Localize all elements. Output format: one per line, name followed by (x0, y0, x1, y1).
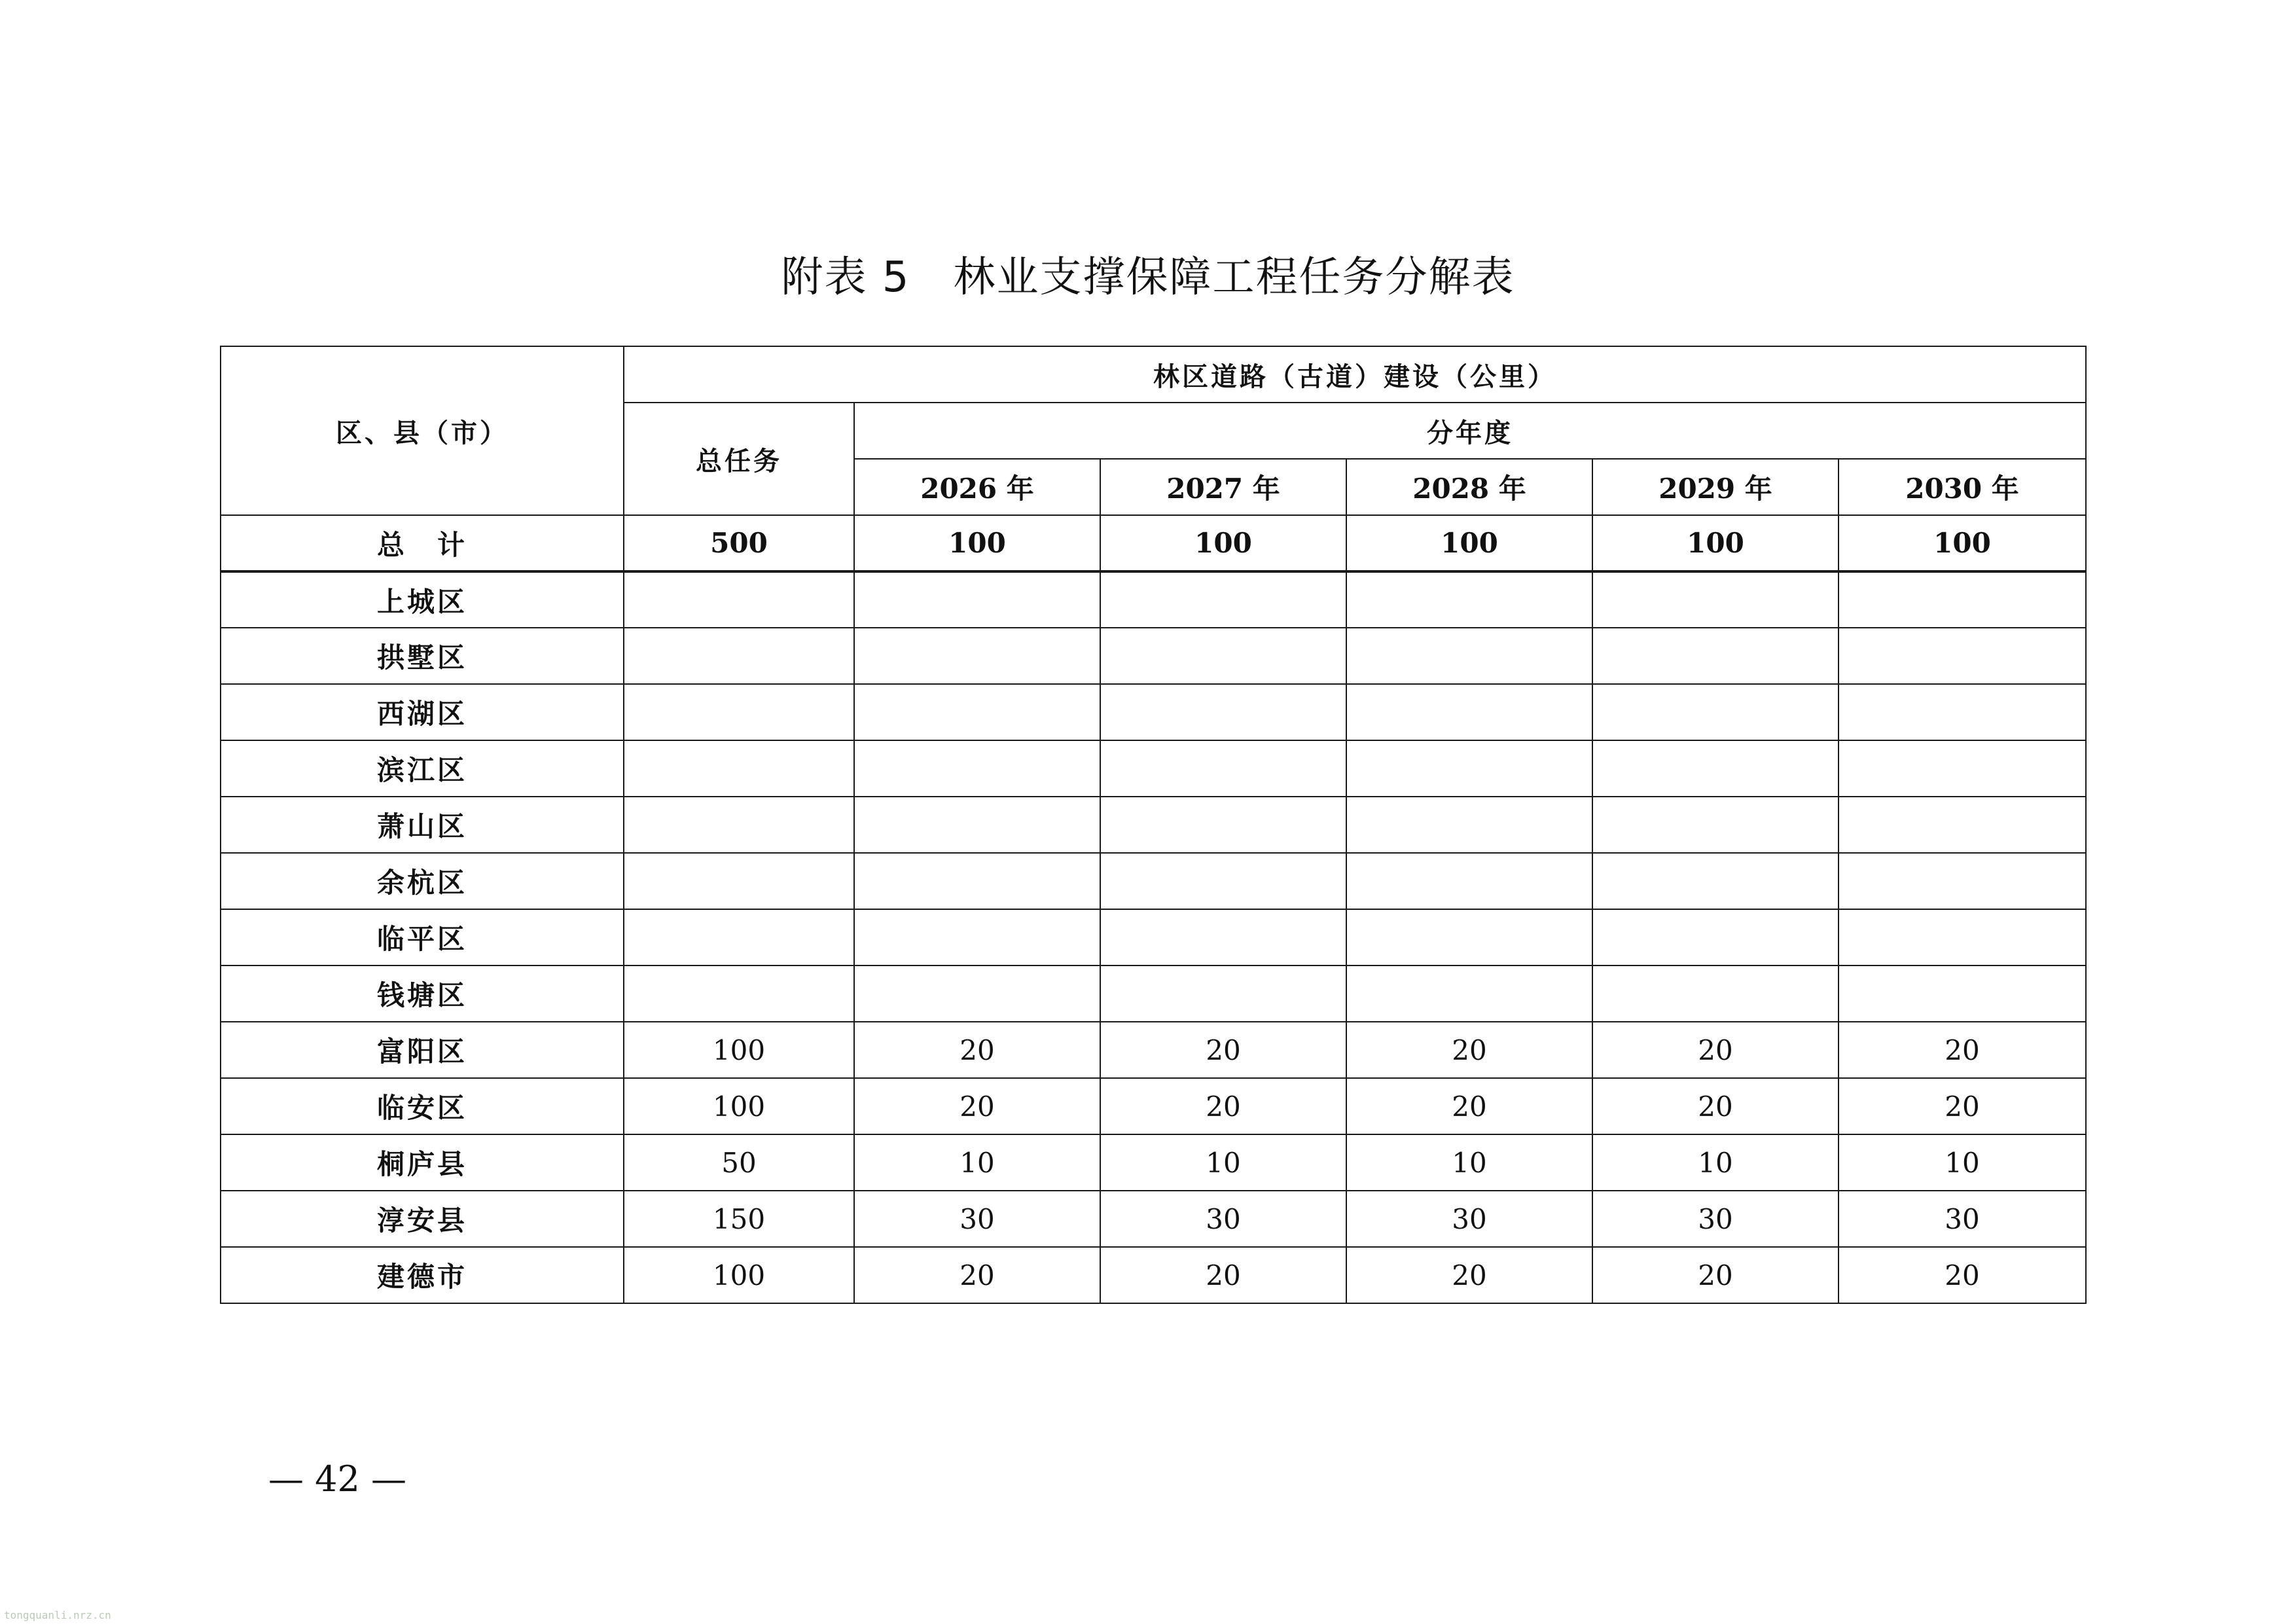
year-value-cell: 30 (1839, 1191, 2086, 1247)
year-value-cell (1346, 853, 1592, 909)
total-task-cell (624, 571, 854, 628)
header-group: 林区道路（古道）建设（公里） (624, 346, 2086, 403)
year-value-cell (1100, 909, 1346, 965)
year-value-cell: 10 (1592, 1134, 1839, 1191)
year-value-cell (1346, 797, 1592, 853)
year-value-cell (1100, 740, 1346, 797)
table-row (221, 965, 2086, 1022)
year-value-cell (1592, 965, 1839, 1022)
header-by-year: 分年度 (854, 403, 2086, 459)
header-year: 2026 年 (854, 459, 1100, 515)
year-value-cell (1100, 797, 1346, 853)
year-value-cell: 20 (1839, 1022, 2086, 1078)
year-value-cell (1839, 628, 2086, 684)
total-label: 总 计 (221, 515, 624, 571)
year-value-cell: 20 (1346, 1078, 1592, 1134)
year-value-cell: 30 (1346, 1191, 1592, 1247)
year-value-cell (1346, 965, 1592, 1022)
district-name: 临平区 (221, 909, 624, 965)
district-name: 西湖区 (221, 684, 624, 740)
year-value-cell (1100, 628, 1346, 684)
year-value-cell (854, 853, 1100, 909)
header-total-task: 总任务 (624, 403, 854, 515)
year-value-cell (1839, 909, 2086, 965)
year-value-cell (854, 965, 1100, 1022)
year-value-cell: 20 (1839, 1078, 2086, 1134)
year-value-cell (1346, 684, 1592, 740)
year-value-cell: 20 (1346, 1247, 1592, 1303)
year-value-cell (1592, 628, 1839, 684)
year-value-cell: 10 (1839, 1134, 2086, 1191)
task-breakdown-table (220, 346, 2087, 1304)
year-value-cell (1592, 909, 1839, 965)
total-task-cell (624, 684, 854, 740)
total-task-cell (624, 853, 854, 909)
page-title: 附表 5 林业支撑保障工程任务分解表 (781, 253, 1515, 302)
total-task-cell (624, 797, 854, 853)
district-name: 富阳区 (221, 1022, 624, 1078)
district-name: 淳安县 (221, 1191, 624, 1247)
table-row (221, 1022, 2086, 1078)
header-year: 2027 年 (1100, 459, 1346, 515)
total-cell: 100 (1346, 515, 1592, 571)
year-value-cell (1346, 628, 1592, 684)
table-row (221, 1191, 2086, 1247)
year-value-cell (1592, 797, 1839, 853)
district-name: 萧山区 (221, 797, 624, 853)
table-row (221, 1134, 2086, 1191)
year-value-cell: 20 (1592, 1078, 1839, 1134)
total-cell: 500 (624, 515, 854, 571)
year-value-cell (1839, 965, 2086, 1022)
year-value-cell (1592, 740, 1839, 797)
year-value-cell (1592, 684, 1839, 740)
year-value-cell: 20 (1592, 1247, 1839, 1303)
table-row (221, 571, 2086, 628)
year-value-cell: 30 (1592, 1191, 1839, 1247)
year-value-cell: 20 (1100, 1247, 1346, 1303)
table-row (221, 853, 2086, 909)
year-value-cell: 20 (1592, 1022, 1839, 1078)
year-value-cell (1839, 853, 2086, 909)
total-task-cell: 50 (624, 1134, 854, 1191)
header-year: 2029 年 (1592, 459, 1839, 515)
year-value-cell: 20 (854, 1078, 1100, 1134)
year-value-cell: 30 (1100, 1191, 1346, 1247)
total-row (221, 515, 2086, 571)
year-value-cell: 30 (854, 1191, 1100, 1247)
district-name: 上城区 (221, 571, 624, 628)
table-row (221, 684, 2086, 740)
year-value-cell: 20 (1100, 1078, 1346, 1134)
district-name: 滨江区 (221, 740, 624, 797)
header-year: 2030 年 (1839, 459, 2086, 515)
year-value-cell (854, 628, 1100, 684)
table-row (221, 1247, 2086, 1303)
year-value-cell: 10 (1100, 1134, 1346, 1191)
table-row (221, 1078, 2086, 1134)
table-row (221, 628, 2086, 684)
page-number: — 42 — (268, 1458, 407, 1500)
year-value-cell: 20 (854, 1022, 1100, 1078)
table-row (221, 909, 2086, 965)
year-value-cell (1100, 684, 1346, 740)
year-value-cell (854, 909, 1100, 965)
header-year: 2028 年 (1346, 459, 1592, 515)
total-cell: 100 (854, 515, 1100, 571)
year-value-cell (854, 571, 1100, 628)
year-value-cell: 20 (1346, 1022, 1592, 1078)
year-value-cell: 10 (1346, 1134, 1592, 1191)
total-cell: 100 (1100, 515, 1346, 571)
header-row-1 (221, 346, 2086, 403)
year-value-cell (1839, 740, 2086, 797)
district-name: 拱墅区 (221, 628, 624, 684)
total-task-cell (624, 965, 854, 1022)
total-task-cell: 100 (624, 1078, 854, 1134)
district-name: 钱塘区 (221, 965, 624, 1022)
year-value-cell (1346, 740, 1592, 797)
total-task-cell: 100 (624, 1022, 854, 1078)
total-task-cell: 100 (624, 1247, 854, 1303)
watermark-text: tongquanli.nrz.cn (4, 1609, 111, 1621)
year-value-cell (1839, 797, 2086, 853)
district-name: 桐庐县 (221, 1134, 624, 1191)
total-task-cell: 150 (624, 1191, 854, 1247)
year-value-cell (1100, 853, 1346, 909)
total-task-cell (624, 740, 854, 797)
year-value-cell (1592, 571, 1839, 628)
district-name: 余杭区 (221, 853, 624, 909)
total-cell: 100 (1839, 515, 2086, 571)
year-value-cell (854, 740, 1100, 797)
year-value-cell (854, 797, 1100, 853)
year-value-cell (1100, 571, 1346, 628)
header-region: 区、县（市） (221, 346, 624, 515)
year-value-cell (1346, 909, 1592, 965)
table-row (221, 740, 2086, 797)
table-row (221, 797, 2086, 853)
year-value-cell: 20 (1100, 1022, 1346, 1078)
year-value-cell: 10 (854, 1134, 1100, 1191)
year-value-cell (1839, 571, 2086, 628)
year-value-cell (1592, 853, 1839, 909)
year-value-cell (854, 684, 1100, 740)
district-name: 建德市 (221, 1247, 624, 1303)
total-task-cell (624, 909, 854, 965)
year-value-cell (1100, 965, 1346, 1022)
year-value-cell: 20 (1839, 1247, 2086, 1303)
total-task-cell (624, 628, 854, 684)
total-cell: 100 (1592, 515, 1839, 571)
district-name: 临安区 (221, 1078, 624, 1134)
year-value-cell (1346, 571, 1592, 628)
year-value-cell (1839, 684, 2086, 740)
year-value-cell: 20 (854, 1247, 1100, 1303)
